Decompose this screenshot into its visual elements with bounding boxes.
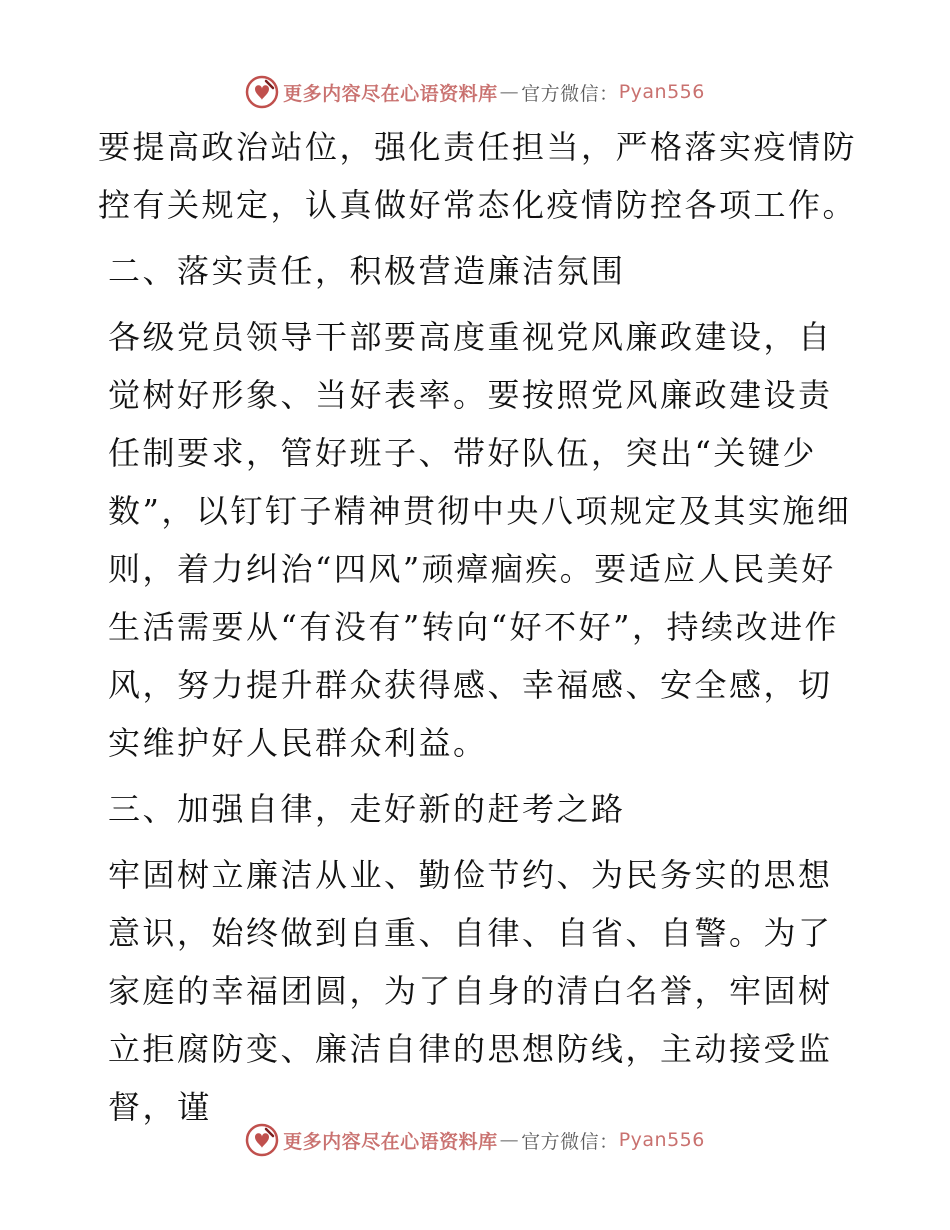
heart-pen-logo-icon: [245, 1123, 279, 1157]
paragraph-1: 要提高政治站位，强化责任担当，严格落实疫情防控有关规定，认真做好常态化疫情防控各项工作。: [98, 128, 858, 224]
watermark-wechat-label: 官方微信：: [521, 1130, 619, 1153]
paragraph-3: 牢固树立廉洁从业、勤俭节约、为民务实的思想意识，始终做到自重、自律、自省、自警。为了家庭的幸福团圆，为了自身的清白名誉，牢固树立拒腐防变、廉洁自律的思想防线，主动接受监督，谨: [108, 856, 833, 1126]
heart-pen-logo-icon: [245, 75, 279, 109]
watermark-wechat-label: 官方微信：: [521, 82, 619, 105]
watermark-dash: —: [499, 1129, 520, 1151]
footer-watermark-banner: [0, 1120, 950, 1160]
watermark-site-text: 更多内容尽在心语资料库: [283, 1130, 498, 1153]
document-body: [98, 118, 858, 1136]
header-watermark-banner: [0, 72, 950, 112]
section-heading-2: 二、落实责任，积极营造廉洁氛围: [108, 252, 626, 290]
section-heading-3: 三、加强自律，走好新的赶考之路: [108, 790, 626, 828]
watermark-wechat-id: Pyan556: [618, 1129, 705, 1151]
watermark-dash: —: [499, 81, 520, 103]
watermark-wechat-id: Pyan556: [618, 81, 705, 103]
watermark-site-text: 更多内容尽在心语资料库: [283, 82, 498, 105]
paragraph-2: 各级党员领导干部要高度重视党风廉政建设，自觉树好形象、当好表率。要按照党风廉政建设责任制要求，管好班子、带好队伍，突出“关键少数”，以钉钉子精神贯彻中央八项规定及其实施细则，着力纠治“四风”顽瘴痼疾。要适应人民美好生活需要从“有没有”转向“好不好”，持续改进作风，努力提升群众获得感、幸福感、安全感，切实维护好人民群众利益。: [108, 318, 852, 762]
